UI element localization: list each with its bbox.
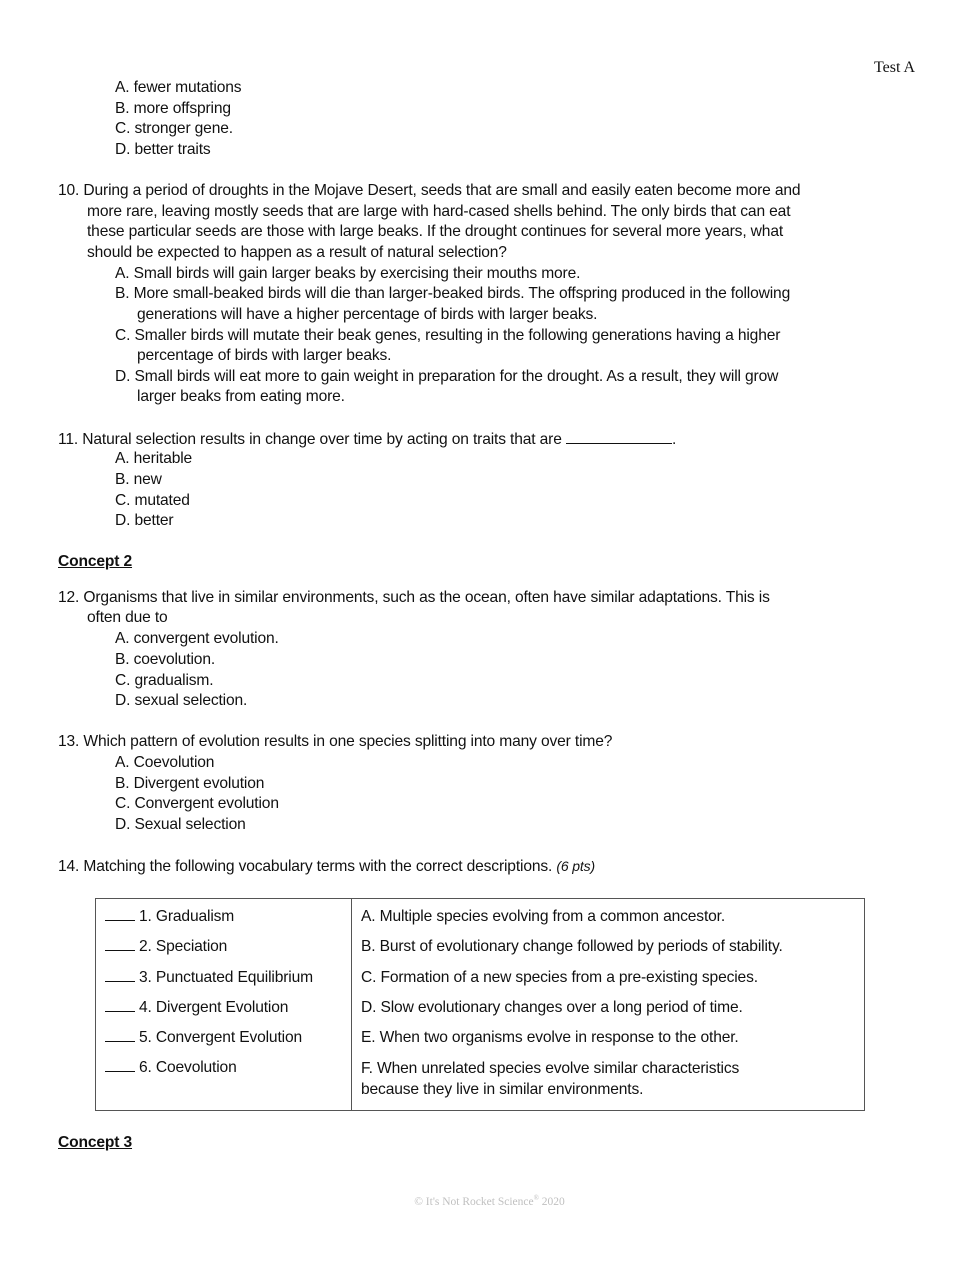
term: 5. Convergent Evolution <box>139 1029 302 1047</box>
answer-blank <box>105 969 135 982</box>
term-row <box>105 907 343 937</box>
q11-stem-text: 11. Natural selection results in change over time by acting on traits that are <box>58 431 562 448</box>
q13-stem: 13. Which pattern of evolution results in one species splitting into many over time? <box>58 733 613 750</box>
q12-stem: 12. Organisms that live in similar environments, such as the ocean, often have similar adaptations. This is <box>58 589 770 606</box>
concept-3-heading: Concept 3 <box>58 1134 133 1151</box>
term-row <box>105 998 343 1028</box>
points-label: (6 pts) <box>556 858 596 874</box>
term-row <box>105 1028 343 1058</box>
q13-option-b: B. Divergent evolution <box>115 775 265 792</box>
q14-stem-text: 14. Matching the following vocabulary terms with the correct descriptions. <box>58 858 553 875</box>
description: E. When two organisms evolve in response to the other. <box>361 1029 739 1047</box>
q10-option-b: generations will have a higher percentage of birds with larger beaks. <box>137 306 598 323</box>
term: 1. Gradualism <box>139 908 235 925</box>
q12-option-d: D. sexual selection. <box>115 692 248 709</box>
footer-year: 2020 <box>538 1195 565 1208</box>
q10-option-d: D. Small birds will eat more to gain weight in preparation for the drought. As a result, they will grow <box>115 368 779 385</box>
q10-option-c: percentage of birds with larger beaks. <box>137 347 392 364</box>
concept-2-heading: Concept 2 <box>58 553 133 570</box>
q10-stem: 10. During a period of droughts in the Mojave Desert, seeds that are small and easily eaten become more and <box>58 182 801 199</box>
answer-blank <box>105 999 135 1012</box>
q11-stem-end: . <box>671 431 677 448</box>
term-row <box>105 1058 343 1088</box>
q11-option-b: B. new <box>115 471 162 488</box>
q13-option-a: A. Coevolution <box>115 754 215 771</box>
q10-option-d: larger beaks from eating more. <box>137 388 345 405</box>
q10-stem: should be expected to happen as a result of natural selection? <box>87 244 507 261</box>
test-version-label: Test A <box>874 59 916 76</box>
copyright-footer <box>0 1194 979 1208</box>
term: 2. Speciation <box>139 938 228 956</box>
answer-blank <box>105 908 135 921</box>
q9-option-b: B. more offspring <box>115 100 231 117</box>
answer-blank <box>105 1059 135 1072</box>
q11-option-c: C. mutated <box>115 492 190 509</box>
answer-blank <box>566 429 672 444</box>
q11-stem <box>58 429 676 450</box>
q12-stem: often due to <box>87 609 168 626</box>
descriptions-column <box>352 899 865 1111</box>
description: B. Burst of evolutionary change followed by periods of stability. <box>361 938 783 956</box>
q14-stem <box>58 856 595 877</box>
footer-text: © It's Not Rocket Science <box>414 1195 534 1208</box>
q12-option-c: C. gradualism. <box>115 672 214 689</box>
term: 4. Divergent Evolution <box>139 998 289 1016</box>
term: 6. Coevolution <box>139 1059 237 1077</box>
matching-table <box>95 898 865 1111</box>
q10-option-c: C. Smaller birds will mutate their beak genes, resulting in the following generations having a higher <box>115 327 781 344</box>
q9-option-a: A. fewer mutations <box>115 79 242 96</box>
q13-option-d: D. Sexual selection <box>115 816 246 833</box>
answer-blank <box>105 1029 135 1042</box>
description <box>361 1058 856 1100</box>
description: D. Slow evolutionary changes over a long period of time. <box>361 998 743 1016</box>
description-line: F. When unrelated species evolve similar characteristics <box>361 1060 740 1078</box>
q9-option-c: C. stronger gene. <box>115 120 233 137</box>
terms-column <box>96 899 352 1111</box>
term-row <box>105 937 343 967</box>
term-row <box>105 968 343 998</box>
q11-option-d: D. better <box>115 512 174 529</box>
description: A. Multiple species evolving from a common ancestor. <box>361 908 726 925</box>
term: 3. Punctuated Equilibrium <box>139 968 313 986</box>
q12-option-b: B. coevolution. <box>115 651 216 668</box>
q9-option-d: D. better traits <box>115 141 211 158</box>
answer-blank <box>105 938 135 951</box>
q10-stem: these particular seeds are those with large beaks. If the drought continues for several more years, what <box>87 223 784 240</box>
description-line: because they live in similar environments. <box>361 1081 644 1099</box>
registered-mark: ® <box>533 1194 539 1202</box>
description: C. Formation of a new species from a pre-existing species. <box>361 968 758 986</box>
q10-stem: more rare, leaving mostly seeds that are large with hard-cased shells behind. The only birds that can eat <box>87 203 791 220</box>
q13-option-c: C. Convergent evolution <box>115 795 279 812</box>
q10-option-b: B. More small-beaked birds will die than larger-beaked birds. The offspring produced in the following <box>115 285 791 302</box>
q12-option-a: A. convergent evolution. <box>115 630 279 647</box>
q11-option-a: A. heritable <box>115 450 193 467</box>
q10-option-a: A. Small birds will gain larger beaks by exercising their mouths more. <box>115 265 581 282</box>
